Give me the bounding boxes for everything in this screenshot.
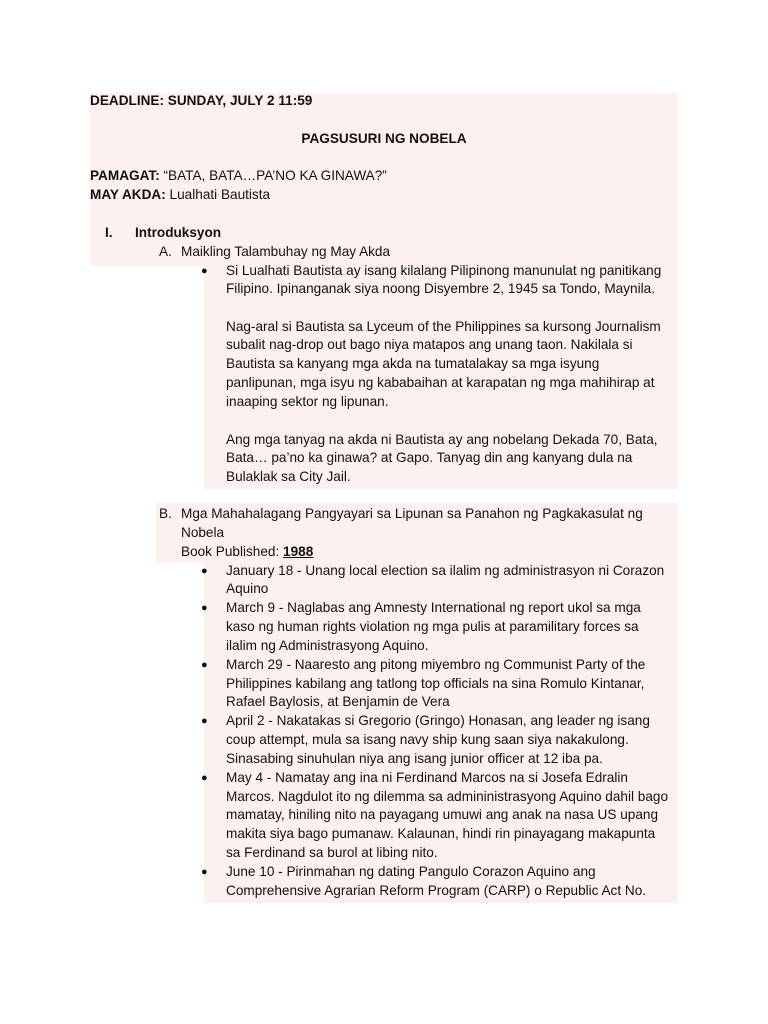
event-line: Philippines kabilang ang tatlong top officials na sina Romulo Kintanar, bbox=[226, 676, 645, 691]
book-published-year: 1988 bbox=[283, 544, 314, 559]
event-line: Comprehensive Agrarian Reform Program (CARP) o Republic Act No. bbox=[226, 883, 647, 898]
bio-p1-line: Filipino. Ipinanganak siya noong Disyembre 2, 1945 sa Tondo, Maynila. bbox=[226, 281, 655, 296]
event-line: kaso ng human rights violation ng mga pulis at paramilitary forces sa bbox=[226, 619, 639, 634]
bio-p2-line: Bautista sa kanyang mga akda na tumatalakay sa mga isyung bbox=[226, 356, 600, 371]
event-line: Sinasabing sinuhulan niya ang isang junior officer at 12 iba pa. bbox=[226, 751, 603, 766]
pamagat-value: “BATA, BATA…PA’NO KA GINAWA?” bbox=[159, 168, 387, 183]
bio-p2-line: inaaping sektor ng lipunan. bbox=[226, 394, 389, 409]
bio-p2-line: subalit nag-drop out bago niya matapos ang unang taon. Nakilala si bbox=[226, 337, 633, 352]
event-line: April 2 - Nakatakas si Gregorio (Gringo) Honasan, ang leader ng isang bbox=[226, 713, 650, 728]
deadline-text: DEADLINE: SUNDAY, JULY 2 11:59 bbox=[90, 93, 313, 108]
event-line: Rafael Baylosis, at Benjamin de Vera bbox=[226, 694, 450, 709]
bio-p1-line: Si Lualhati Bautista ay isang kilalang Pilipinong manunulat ng panitikang bbox=[226, 263, 662, 278]
event-line: coup attempt, mula sa isang navy ship kung saan siya nakakulong. bbox=[226, 732, 629, 747]
event-line: makita siya bago pumanaw. Kalaunan, hindi rin pinayagang makapunta bbox=[226, 826, 656, 841]
bullet-icon: ● bbox=[201, 659, 208, 671]
event-line: March 9 - Naglabas ang Amnesty International ng report ukol sa mga bbox=[226, 600, 641, 615]
document-title: PAGSUSURI NG NOBELA bbox=[301, 131, 467, 146]
bio-p2-line: panlipunan, mga isyu ng kababaihan at karapatan ng mga mahihirap at bbox=[226, 375, 655, 390]
bullet-icon: ● bbox=[201, 602, 208, 614]
bio-p3-line: Bulaklak sa City Jail. bbox=[226, 469, 351, 484]
may-akda-value: Lualhati Bautista bbox=[165, 187, 271, 202]
event-line: January 18 - Unang local election sa ilalim ng administrasyon ni Corazon bbox=[226, 563, 665, 578]
event-line: Marcos. Nagdulot ito ng dilemma sa admininistrasyong Aquino dahil bago bbox=[226, 789, 669, 804]
bullet-icon: ● bbox=[201, 866, 208, 878]
book-published-line bbox=[181, 543, 313, 562]
bio-p3-line: Bata… pa’no ka ginawa? at Gapo. Tanyag din ang kanyang dula na bbox=[226, 450, 633, 465]
bio-p2-line: Nag-aral si Bautista sa Lyceum of the Philippines sa kursong Journalism bbox=[226, 319, 661, 334]
subsection-b-letter: B. bbox=[159, 506, 172, 521]
may-akda-label: MAY AKDA: bbox=[90, 187, 166, 202]
event-line: June 10 - Pirinmahan ng dating Pangulo Corazon Aquino ang bbox=[226, 864, 596, 879]
section-1-number: I. bbox=[105, 225, 113, 240]
subsection-b-heading-line: Mga Mahahalagang Pangyayari sa Lipunan sa Panahon ng Pagkakasulat ng bbox=[181, 506, 643, 521]
event-line: sa Ferdinand sa burol at libing nito. bbox=[226, 845, 438, 860]
bullet-icon: ● bbox=[201, 265, 208, 277]
pamagat-line bbox=[90, 167, 387, 186]
subsection-b-heading-line: Nobela bbox=[181, 525, 225, 540]
event-line: March 29 - Naaresto ang pitong miyembro ng Communist Party of the bbox=[226, 657, 646, 672]
event-line: ilalim ng Administrasyong Aquino. bbox=[226, 638, 429, 653]
bullet-icon: ● bbox=[201, 715, 208, 727]
pamagat-label: PAMAGAT: bbox=[90, 168, 160, 183]
book-published-label: Book Published: bbox=[181, 544, 284, 559]
event-line: mamatay, hiniling nito na payagang umuwi ang anak na nasa US upang bbox=[226, 807, 659, 822]
subsection-a-letter: A. bbox=[159, 244, 172, 259]
may-akda-line bbox=[90, 186, 270, 205]
section-1-heading: Introduksyon bbox=[135, 225, 222, 240]
bullet-icon: ● bbox=[201, 772, 208, 784]
event-line: Aquino bbox=[226, 581, 269, 596]
event-line: May 4 - Namatay ang ina ni Ferdinand Marcos na si Josefa Edralin bbox=[226, 770, 628, 785]
subsection-a-heading: Maikling Talambuhay ng May Akda bbox=[181, 244, 391, 259]
bullet-icon: ● bbox=[201, 565, 208, 577]
bio-p3-line: Ang mga tanyag na akda ni Bautista ay ang nobelang Dekada 70, Bata, bbox=[226, 432, 658, 447]
